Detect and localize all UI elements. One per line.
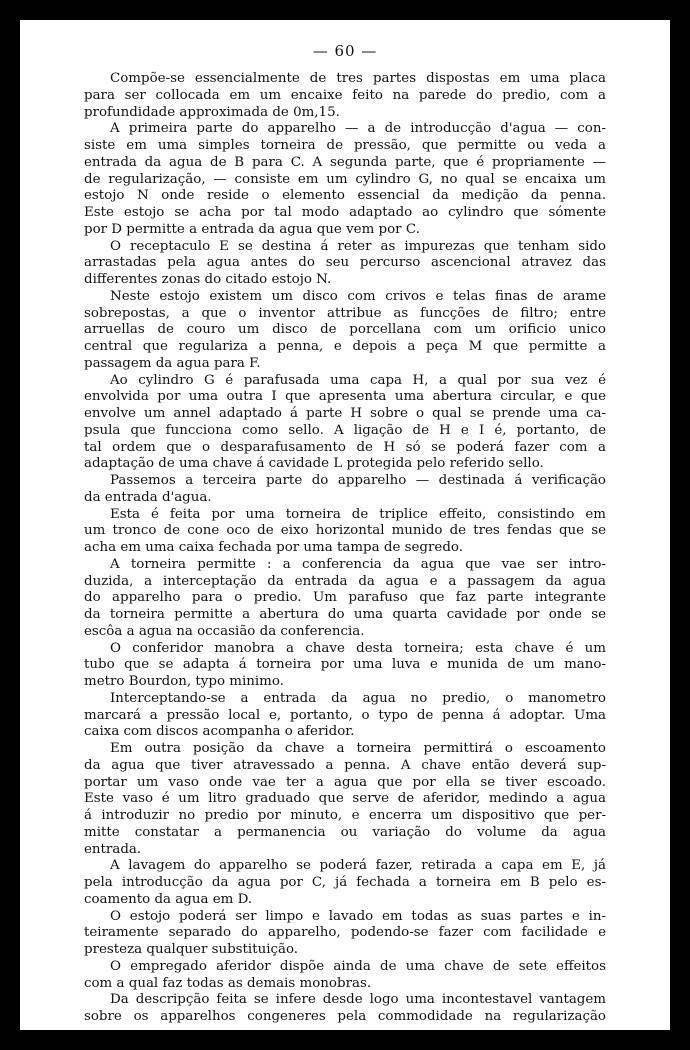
text-line: profundidade approximada de 0m,15. [84,104,340,120]
paragraph [84,289,606,373]
paragraph [84,373,606,474]
paragraph [84,641,606,691]
text-line: Esta é feita por uma torneira de triplice effeito, consistindo em [110,506,606,522]
text-line: arruellas de couro um disco de porcellana com um orificio unico [84,322,606,338]
text-line: sobrepostas, a que o inventor attribue as funcções de filtro; entre [84,305,606,321]
paragraph [84,959,606,993]
text-line: differentes zonas do citado estojo N. [84,272,332,287]
paragraph [84,992,606,1026]
paragraph [84,691,606,741]
text-line: A lavagem do apparelho se poderá fazer, retirada a capa em E, já [110,858,606,874]
text-line: por D permitte a entrada da agua que vem por C. [84,221,420,237]
paragraph [84,239,606,289]
text-line: coamento da agua em D. [84,891,253,907]
text-line: passagem da agua para F. [84,355,261,371]
text-line: A primeira parte do apparelho — a de introducção d'agua — con- [110,121,606,137]
paragraph [84,858,606,908]
text-line: central que regulariza a penna, e depois a peça M que permitte a [84,339,606,354]
text-line: teiramente separado do apparelho, podendo-se fazer com facilidade e [84,925,606,941]
text-line: siste em uma simples torneira de pressão, que permitte ou veda a [84,138,606,153]
text-line: presteza qualquer substituição. [84,942,299,957]
text-line: Interceptando-se a entrada da agua no predio, o manometro [110,690,606,706]
text-line: sobre os apparelhos congeneres pela commodidade na regularização [84,1009,606,1024]
text-line: para ser collocada em um encaixe feito na parede do predio, com a [84,87,606,103]
text-line: da entrada d'agua. [84,489,212,505]
text-line: entrada da agua de B para C. A segunda parte, que é propriamente — [84,154,606,170]
text-line: Ao cylindro G é parafusada uma capa H, a qual por sua vez é [110,372,606,388]
text-line: mitte constatar a permanencia ou variação do volume da agua [84,824,606,840]
text-line: Este estojo se acha por tal modo adaptado ao cylindro que sómente [84,205,606,220]
text-line: O estojo poderá ser limpo e lavado em todas as suas partes e in- [110,908,606,924]
text-line: de regularização, — consiste em um cylindro G, no qual se encaixa um [84,171,606,187]
text-line: Compõe-se essencialmente de tres partes dispostas em uma placa [110,71,606,86]
text-line: O empregado aferidor dispõe ainda de uma chave de sete effeitos [110,958,606,974]
paragraph [84,473,606,507]
text-line: envolvida por uma outra I que apresenta uma abertura circular, e que [84,389,606,405]
text-line: escôa a agua na occasião da conferencia. [84,623,365,639]
text-line: O receptaculo E se destina á reter as impurezas que tenham sido [110,238,606,254]
text-line: entrada. [84,841,142,857]
text-line: Em outra posição da chave a torneira permittirá o escoamento [110,741,606,756]
paragraph [84,741,606,858]
text-line: adaptação de uma chave á cavidade L protegida pelo referido sello. [84,456,544,472]
text-line: estojo N onde reside o elemento essencial da medição da penna. [84,188,606,204]
text-line: duzida, a interceptação da entrada da agua e a passagem da agua [84,573,606,589]
text-line: tubo que se adapta á torneira por uma luva e munida de um mano- [84,657,606,673]
text-line: arrastadas pela agua antes do seu percurso ascencional atravez das [84,255,606,271]
text-line: envolve um annel adaptado á parte H sobre o qual se prende uma ca- [84,406,606,421]
text-line: portar um vaso onde vae ter a agua que por ella se tiver escoado. [84,774,606,790]
text-line: com a qual faz todas as demais monobras. [84,975,372,991]
text-line: Passemos a terceira parte do apparelho — destinada á verificação [110,473,606,488]
text-line: caixa com discos acompanha o aferidor. [84,724,355,740]
document-page [20,20,670,1030]
text-line: um tronco de cone oco de eixo horizontal munido de tres fendas que se [84,523,606,539]
text-line: O conferidor manobra a chave desta torneira; esta chave é um [110,640,606,656]
text-line: marcará a pressão local e, portanto, o typo de penna á adoptar. Uma [84,707,606,723]
text-line: Este vaso é um litro graduado que serve de aferidor, medindo a agua [84,791,606,807]
paragraph [84,507,606,557]
paragraph [84,121,606,238]
text-line: á introduzir no predio por minuto, e encerra um dispositivo que per- [84,808,606,823]
text-line: pela introducção da agua por C, já fechada a torneira em B pelo es- [84,875,606,890]
paragraph [84,557,606,641]
text-line: Da descripção feita se infere desde logo uma incontestavel vantagem [110,992,606,1008]
text-line: A torneira permitte : a conferencia da agua que vae ser intro- [110,556,606,572]
text-line: tal ordem que o desparafusamento de H só se poderá fazer com a [84,439,606,455]
text-line: acha em uma caixa fechada por uma tampa de segredo. [84,540,463,555]
text-line: da agua que tiver atravessado a penna. A chave então deverá sup- [84,757,606,773]
page-number: — 60 — [312,42,378,60]
text-line: Neste estojo existem um disco com crivos e telas finas de arame [110,288,606,304]
text-line: da torneira permitte a abertura do uma quarta cavidade por onde se [84,607,606,622]
text-line: psula que funcciona como sello. A ligação de H e I é, portanto, de [84,422,606,438]
paragraph [84,71,606,121]
document-text [84,71,606,1026]
text-line: metro Bourdon, typo minimo. [84,674,284,689]
text-line: do apparelho para o predio. Um parafuso que faz parte integrante [84,590,606,606]
paragraph [84,909,606,959]
